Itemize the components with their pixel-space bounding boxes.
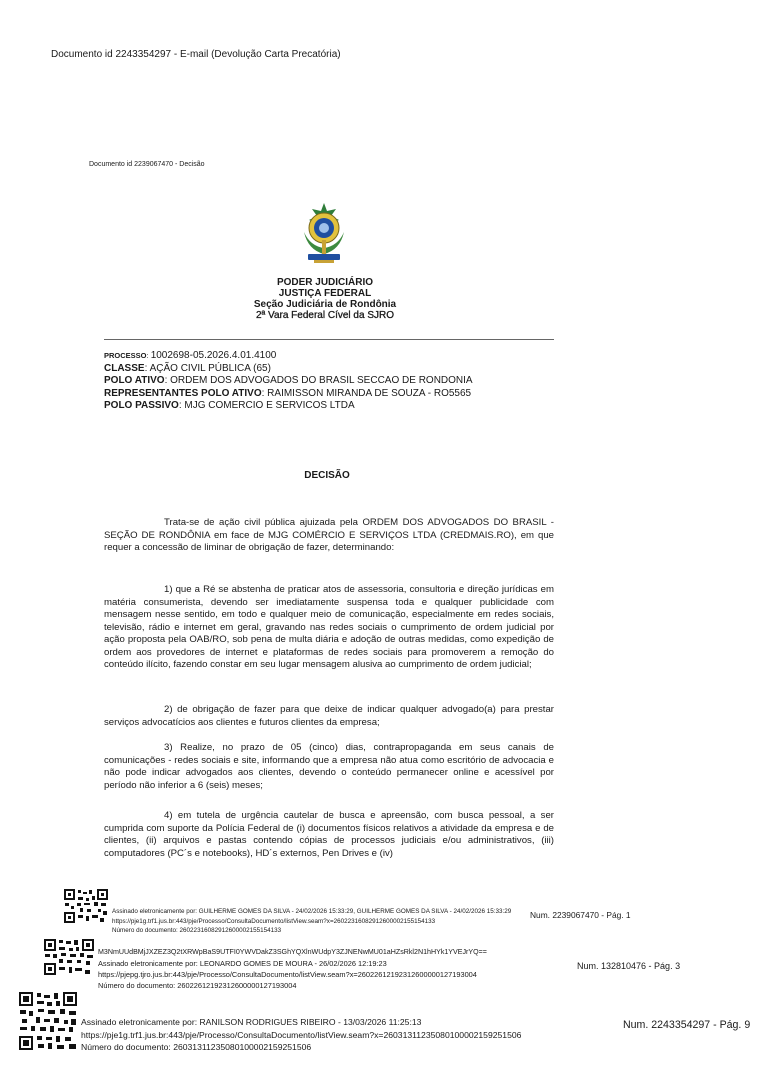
signature-3-document-number: Número do documento: 26031311235080100002159251506 bbox=[81, 1042, 312, 1052]
signature-1-page: Num. 2239067470 - Pág. 1 bbox=[530, 910, 631, 920]
decision-title: DECISÃO bbox=[304, 470, 350, 481]
paragraph-item-2: 2) de obrigação de fazer para que deixe de indicar qualquer advogado(a) para prestar serviços advocatícios aos clientes e futuros clientes da empresa; bbox=[104, 704, 554, 728]
signature-2-document-number: Número do documento: 26022612192312600000127193004 bbox=[98, 981, 297, 990]
header-line-3: Seção Judiciária de Rondônia bbox=[253, 299, 397, 310]
process-class: CLASSE: AÇÃO CIVIL PÚBLICA (65) bbox=[104, 362, 271, 374]
signature-1-url[interactable]: https://pje1g.trf1.jus.br:443/pje/Processo/ConsultaDocumento/listView.seam?x=26022316082912600002155154133 bbox=[112, 917, 436, 925]
qr-code-icon bbox=[44, 939, 94, 975]
signature-3-url[interactable]: https://pje1g.trf1.jus.br:443/pje/Processo/ConsultaDocumento/listView.seam?x=26031311235080100002159251506 bbox=[81, 1029, 522, 1040]
process-number: PROCESSO: 1002698-05.2026.4.01.4100 bbox=[104, 350, 277, 361]
signature-2-page: Num. 132810476 - Pág. 3 bbox=[577, 961, 681, 971]
paragraph-intro: Trata-se de ação civil pública ajuizada pela ORDEM DOS ADVOGADOS DO BRASIL - SEÇÃO DE RONDÔNIA em face de MJG COMÉRCIO E SERVIÇOS LTDA (CREDMAIS.RO), em que requer a concessão de liminar de obrigação de fazer, determinando: bbox=[104, 517, 554, 553]
qr-code-icon bbox=[19, 992, 77, 1050]
signature-1-document-number: Número do documento: 26022316082912600002155154133 bbox=[112, 927, 282, 934]
process-active-party: POLO ATIVO: ORDEM DOS ADVOGADOS DO BRASIL SECCAO DE RONDONIA bbox=[104, 375, 473, 386]
signature-2-signer: Assinado eletronicamente por: LEONARDO GOMES DE MOURA - 26/02/2026 12:19:23 bbox=[98, 959, 387, 968]
divider bbox=[104, 339, 554, 340]
process-representatives: REPRESENTANTES POLO ATIVO: RAIMISSON MIRANDA DE SOUZA - RO5565 bbox=[104, 387, 472, 399]
signature-3-signer: Assinado eletronicamente por: RANILSON RODRIGUES RIBEIRO - 13/03/2026 11:25:13 bbox=[81, 1017, 422, 1027]
signature-1-signer: Assinado eletronicamente por: GUILHERME GOMES DA SILVA - 24/02/2026 15:33:29, GUILHERME GOMES DA SILVA - 24/02/2026 15:33:29 bbox=[112, 908, 512, 915]
paragraph-item-1: 1) que a Ré se abstenha de praticar atos de assessoria, consultoria e direção jurídicas em matéria consumerista, devendo ser imediatamente suspensa toda e qualquer publicidade com mensagem nesse sentido, em todo e qualquer meio de comunicação, especialmente em redes sociais, televisão, rádio e internet em geral, gravando nas redes sociais o cumprimento de ordem judicial por ação proposta pela OAB/RO, sob pena de multa diária e adoção de outras medidas, como expedição de ordem aos provedores de internet e plataformas de redes sociais para promoverem a remoção do conteúdo ilícito, fazendo constar em seu lugar mensagem alusiva ao cumprimento de ordem judicial; bbox=[104, 584, 554, 670]
qr-code-icon bbox=[64, 889, 108, 923]
top-document-label: Documento id 2243354297 - E-mail (Devolução Carta Precatória) bbox=[51, 49, 341, 60]
header-line-1: PODER JUDICIÁRIO bbox=[276, 277, 374, 288]
process-passive-party: POLO PASSIVO: MJG COMERCIO E SERVICOS LTDA bbox=[104, 400, 355, 411]
header-line-4: 2ª Vara Federal Cível da SJRO bbox=[255, 310, 395, 321]
paragraph-item-3: 3) Realize, no prazo de 05 (cinco) dias, contrapropaganda em seus canais de comunicações - redes sociais e site, informando que a empresa não atua como escritório de advocacia e não pode indicar advogados aos clientes, devendo o conteúdo permanecer online e acessível por período não inferior a 6 (seis) meses; bbox=[104, 742, 554, 791]
paragraph-item-4: 4) em tutela de urgência cautelar de busca e apreensão, com busca pessoal, a ser cumprida com suporte da Polícia Federal de (i) documentos físicos relativos a atividade da empresa e de clientes, (ii) arquivos e pastas contendo cópias de processos judiciais e/ou administrativos, (iii) computadores (PC´s e notebooks), HD´s externos, Pen Drives e (iv) bbox=[104, 810, 554, 859]
inner-document-label: Documento id 2239067470 - Decisão bbox=[89, 161, 205, 168]
signature-2-url[interactable]: https://pjepg.tjro.jus.br:443/pje/Processo/ConsultaDocumento/listView.seam?x=26022612192312600000127193004 bbox=[98, 970, 477, 979]
coat-of-arms-icon bbox=[298, 202, 350, 266]
signature-2-hash: M3NmUUdBMjJXZEZ3Q2tXRWpBaS9UTFI0YWVDakZ3SGhYQXlnWUdpY3ZJNENwMU01aHZsRkl2N1hHYk1YVEJrYQ== bbox=[98, 948, 487, 956]
header-line-2: JUSTIÇA FEDERAL bbox=[278, 288, 372, 299]
signature-3-page: Num. 2243354297 - Pág. 9 bbox=[623, 1019, 751, 1031]
